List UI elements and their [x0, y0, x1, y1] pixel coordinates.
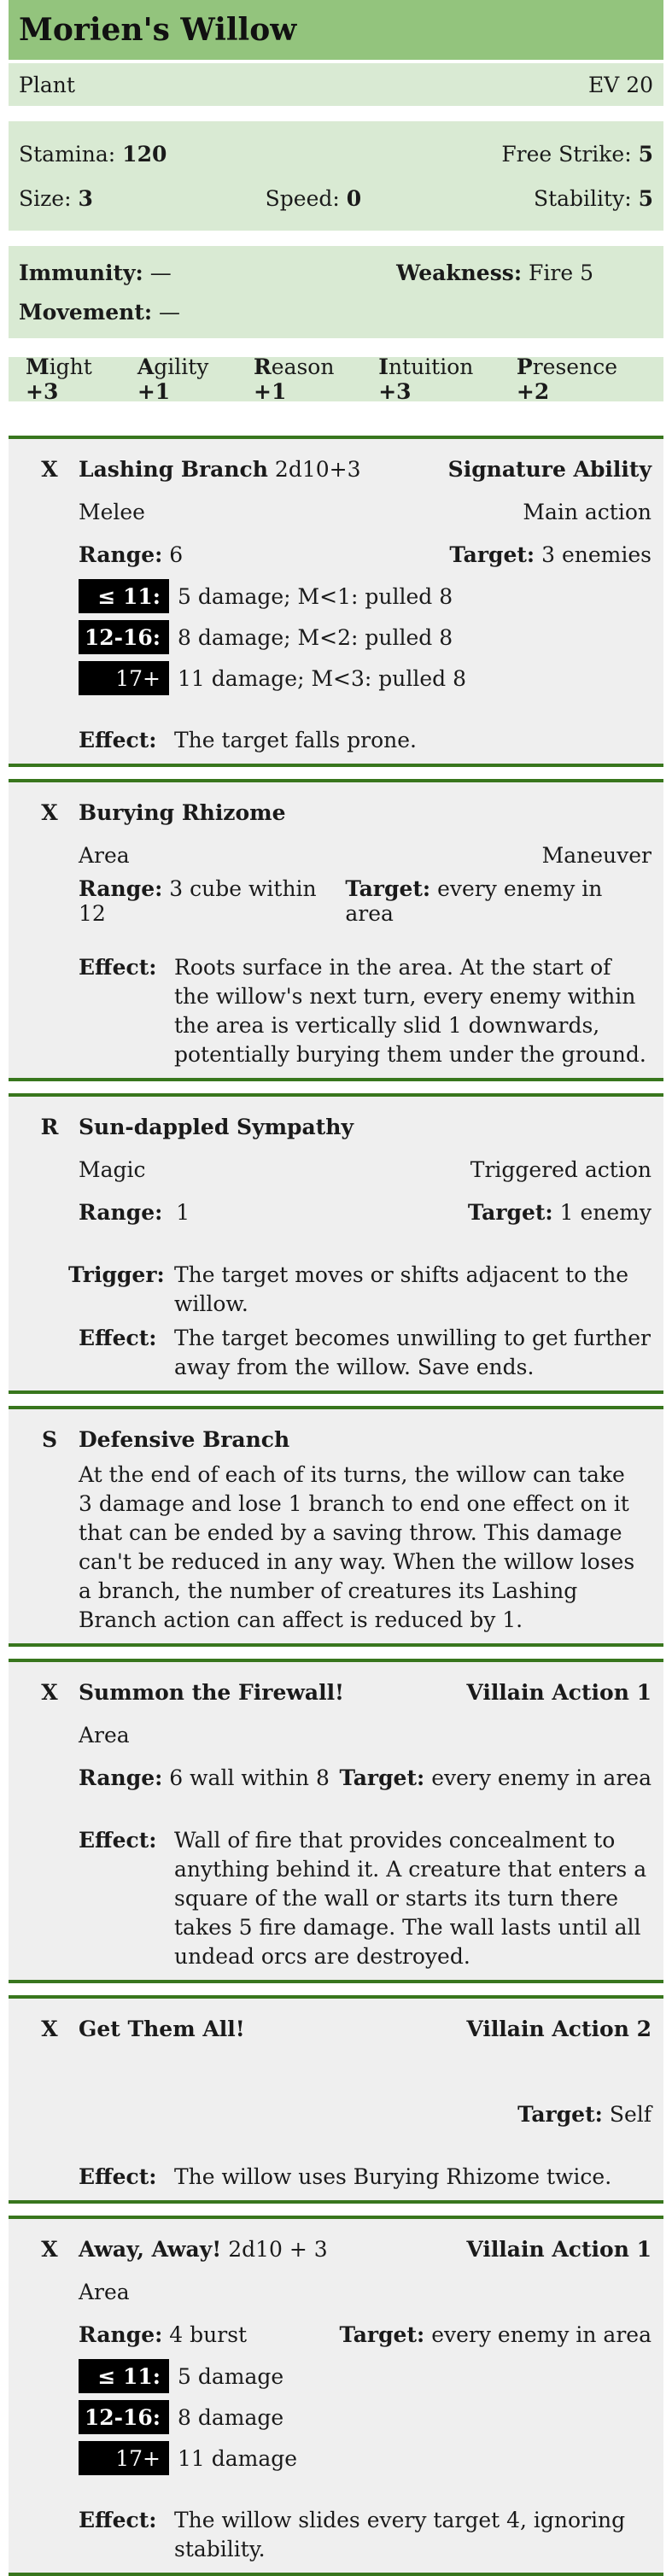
- stability: Stability: 5: [533, 185, 653, 211]
- ability-name: Lashing Branch 2d10+3: [79, 456, 361, 482]
- ability-target: Target: Self: [517, 2101, 652, 2127]
- ability-trigger: Trigger: The target moves or shifts adjacent to the willow.: [68, 1262, 629, 1316]
- ability-action-type: Triggered action: [470, 1156, 652, 1182]
- tier-3: 17+ 11 damage; M<3: pulled 8: [79, 658, 652, 699]
- ability-name: Summon the Firewall!: [79, 1679, 345, 1705]
- monster-type: Plant: [19, 72, 75, 97]
- ability-range: Range: 4 burst: [79, 2321, 248, 2347]
- ability-target: Target: every enemy in area: [345, 876, 603, 926]
- ability-name: Defensive Branch: [79, 1426, 290, 1452]
- ability-keywords: Magic: [79, 1156, 146, 1182]
- defenses-block: [9, 246, 663, 338]
- ability-effect: Effect: The willow uses Burying Rhizome twice.: [79, 2164, 612, 2189]
- ability-tag: Villain Action 1: [466, 2236, 652, 2262]
- characteristic-agility: Agility +1: [137, 354, 209, 404]
- stamina: Stamina: 120: [19, 141, 167, 167]
- ability-tag: Villain Action 2: [466, 2016, 652, 2041]
- monster-name: Morien's Willow: [9, 0, 663, 60]
- ability-target: Target: every enemy in area: [339, 2321, 652, 2347]
- action-symbol: X: [41, 2016, 58, 2041]
- action-symbol: X: [41, 2236, 58, 2262]
- ability-effect: Effect: Wall of fire that provides concealment to anything behind it. A creature that enters a square of the wall or starts its turn there takes 5 fire damage. The wall lasts until all undead orcs are destroyed.: [79, 1828, 647, 1969]
- ability-target: Target: 3 enemies: [449, 542, 652, 567]
- ability-name: Away, Away! 2d10 + 3: [79, 2236, 328, 2262]
- ability-name: Get Them All!: [79, 2016, 245, 2041]
- ability-name: Burying Rhizome: [79, 799, 286, 825]
- stats-block: [9, 121, 663, 231]
- ability-effect: Effect: The willow slides every target 4, ignoring stability.: [79, 2508, 626, 2561]
- characteristic-intuition: Intuition +3: [378, 354, 474, 404]
- action-symbol: X: [41, 456, 58, 482]
- ability-defensive-branch: [9, 1406, 663, 1647]
- tier-2: 12-16: 8 damage: [79, 2397, 652, 2438]
- ability-lashing-branch: [9, 436, 663, 767]
- ability-keywords: Area: [79, 1722, 130, 1748]
- ability-away-away: [9, 2216, 663, 2576]
- ability-range: Range: 1: [79, 1199, 190, 1225]
- ability-effect: Effect: Roots surface in the area. At the start of the willow's next turn, every enemy within the area is vertically slid 1 downwards, potentially burying them under the ground.: [79, 955, 646, 1067]
- ability-range: Range: 6 wall within 8: [79, 1765, 330, 1790]
- characteristics-row: [9, 354, 663, 404]
- encounter-value: EV 20: [587, 72, 653, 97]
- tier-1: ≤ 11: 5 damage; M<1: pulled 8: [79, 576, 652, 617]
- ability-keywords: Area: [79, 2279, 130, 2304]
- characteristic-reason: Reason +1: [254, 354, 335, 404]
- ability-range: Range: 6: [79, 542, 184, 567]
- movement: Movement: —: [19, 299, 181, 325]
- action-symbol: R: [40, 1114, 59, 1139]
- ability-action-type: Maneuver: [541, 842, 652, 868]
- action-symbol: S: [41, 1426, 58, 1452]
- ability-target: Target: 1 enemy: [467, 1199, 652, 1225]
- tier-1: ≤ 11: 5 damage: [79, 2356, 652, 2397]
- ability-tag: Signature Ability: [447, 456, 652, 482]
- free-strike: Free Strike: 5: [501, 141, 653, 167]
- action-symbol: X: [41, 1679, 58, 1705]
- ability-keywords: Area: [79, 842, 130, 868]
- ability-name: Sun-dappled Sympathy: [79, 1114, 354, 1139]
- ability-summon-the-firewall: [9, 1659, 663, 1983]
- characteristic-might: Might +3: [26, 354, 92, 404]
- ability-tag: Villain Action 1: [466, 1679, 652, 1705]
- ability-keywords: Melee: [79, 499, 145, 524]
- ability-effect: Effect: The target becomes unwilling to get further away from the willow. Save ends.: [79, 1326, 652, 1379]
- characteristic-presence: Presence +2: [516, 354, 617, 404]
- ability-description: At the end of each of its turns, the willow can take 3 damage and lose 1 branch to end one effect on it that can be ended by a saving throw. This damage can't be reduced in any way. When the willow loses a branch, the number of creatures its Lashing Branch action can affect is reduced by 1.: [79, 1462, 635, 1632]
- ability-sun-dappled-sympathy: [9, 1093, 663, 1394]
- speed: Speed: 0: [265, 185, 362, 211]
- weakness: Weakness: Fire 5: [396, 260, 593, 285]
- tier-3: 17+ 11 damage: [79, 2438, 652, 2479]
- ability-get-them-all: [9, 1995, 663, 2204]
- tier-2: 12-16: 8 damage; M<2: pulled 8: [79, 617, 652, 658]
- ability-range: Range: 3 cube within 12: [79, 876, 317, 926]
- ability-burying-rhizome: [9, 779, 663, 1081]
- immunity: Immunity: —: [19, 260, 172, 285]
- size: Size: 3: [19, 185, 93, 211]
- type-row: [9, 63, 663, 106]
- ability-action-type: Main action: [523, 499, 652, 524]
- ability-effect: Effect: The target falls prone.: [79, 728, 417, 752]
- ability-target: Target: every enemy in area: [339, 1765, 652, 1790]
- action-symbol: X: [41, 799, 58, 825]
